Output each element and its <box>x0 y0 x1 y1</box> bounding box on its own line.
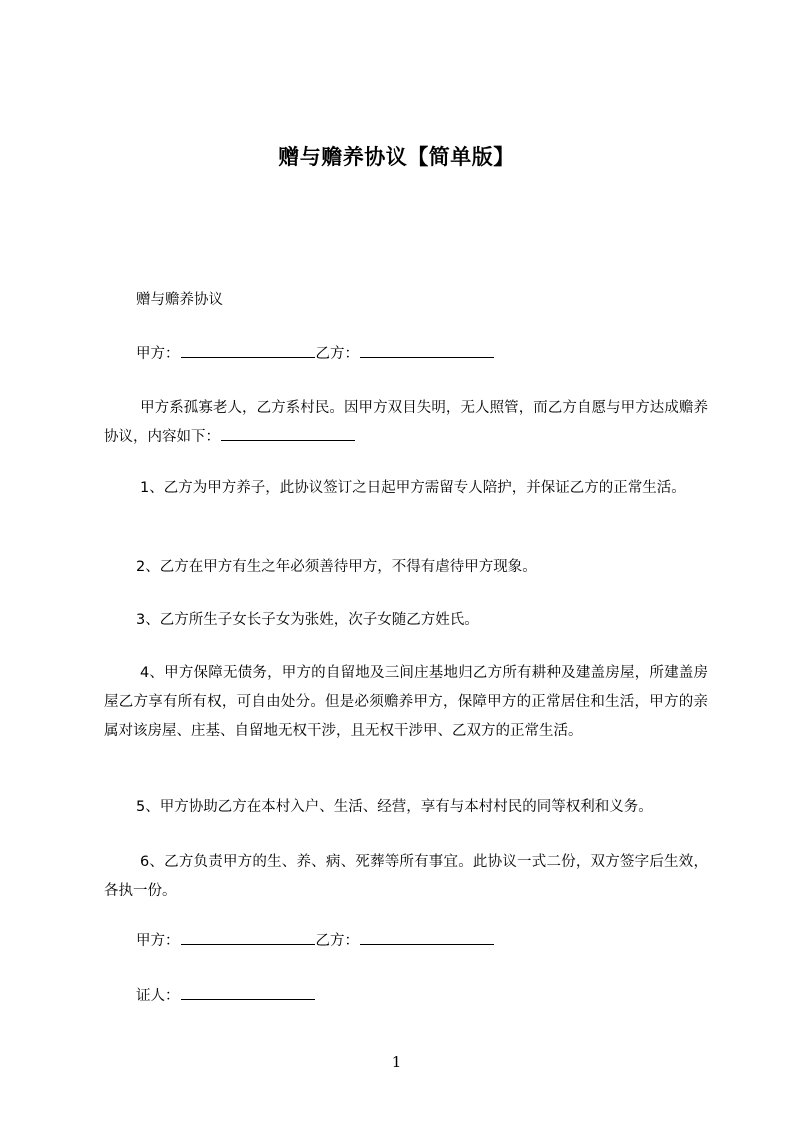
clause-text: 5、甲方协助乙方在本村入户、生活、经营，享有与本村村民的同等权利和义务。 <box>136 799 653 815</box>
intro-text: 甲方系孤寡老人，乙方系村民。因甲方双目失明，无人照管，而乙方自愿与甲方达成赡养协议，内容如下： <box>104 400 708 445</box>
sign-party-b-blank[interactable] <box>360 930 494 945</box>
clause-text: 4、甲方保障无债务，甲方的自留地及三间庄基地归乙方所有耕种及建盖房屋，所建盖房屋乙方享有所有权，可自由处分。但是必须赡养甲方，保障甲方的正常居住和生活，甲方的亲属对该房屋、庄基、自留地无权干涉，且无权干涉甲、乙双方的正常生活。 <box>104 665 708 739</box>
clause-text: 3、乙方所生子女长子女为张姓，次子女随乙方姓氏。 <box>136 612 479 628</box>
signature-line <box>104 927 708 956</box>
intro-paragraph <box>104 394 708 452</box>
witness-label: 证人： <box>136 988 180 1004</box>
party-b-label: 乙方： <box>315 346 359 362</box>
page-number: 1 <box>391 1053 402 1071</box>
sign-party-a-label: 甲方： <box>136 933 180 949</box>
party-b-blank[interactable] <box>360 343 494 358</box>
clause-text: 1、乙方为甲方养子，此协议签订之日起甲方需留专人陪护，并保证乙方的正常生活。 <box>140 480 686 496</box>
clause-6 <box>104 848 708 906</box>
clause-text: 6、乙方负责甲方的生、养、病、死葬等所有事宜。此协议一式二份，双方签字后生效，各执一份。 <box>104 854 708 899</box>
party-a-label: 甲方： <box>136 346 180 362</box>
witness-line <box>104 982 708 1011</box>
subtitle-text: 赠与赡养协议 <box>136 292 223 308</box>
document-title: 赠与赡养协议【简单版】 <box>278 145 515 169</box>
document-subtitle <box>104 286 708 315</box>
intro-blank[interactable] <box>221 426 355 441</box>
sign-party-b-label: 乙方： <box>315 933 359 949</box>
clause-4 <box>104 659 708 746</box>
parties-line <box>104 340 708 369</box>
clause-3 <box>104 606 708 635</box>
witness-blank[interactable] <box>181 985 315 1000</box>
clause-2 <box>104 553 708 582</box>
clause-text: 2、乙方在甲方有生之年必须善待甲方，不得有虐待甲方现象。 <box>136 559 537 575</box>
clause-1 <box>104 474 708 503</box>
sign-party-a-blank[interactable] <box>181 930 315 945</box>
clause-5 <box>104 793 708 822</box>
party-a-blank[interactable] <box>181 343 315 358</box>
